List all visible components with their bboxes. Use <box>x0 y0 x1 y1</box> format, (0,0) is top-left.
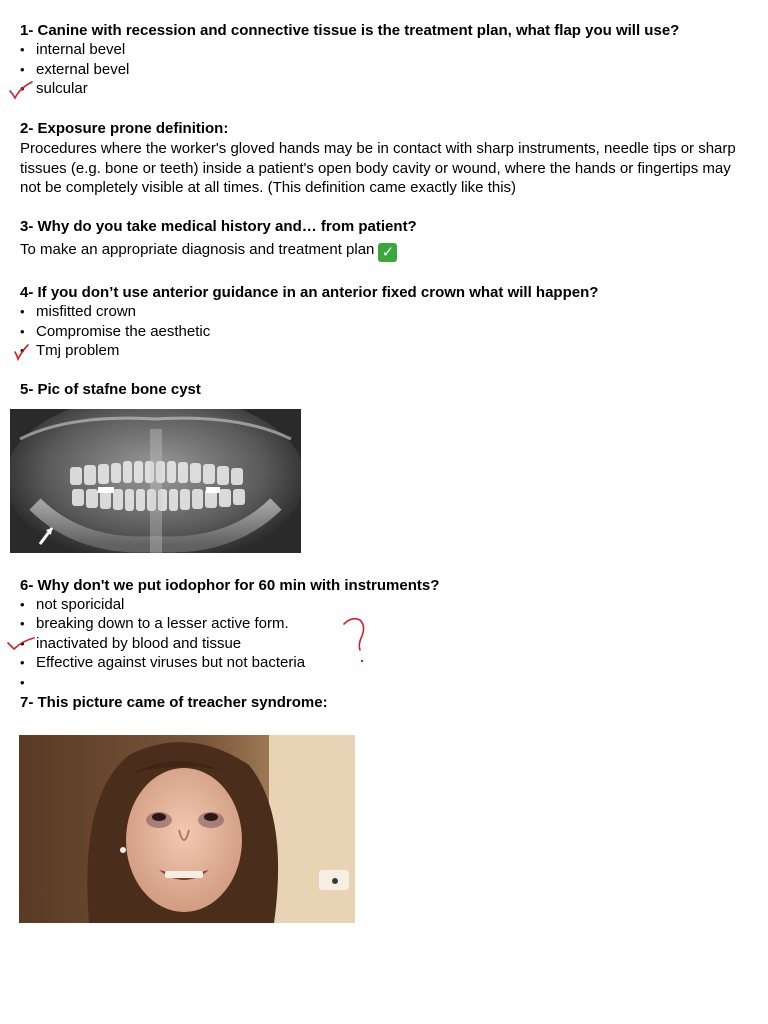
q6-option-1: • not sporicidal <box>20 596 125 613</box>
bullet-icon: • <box>20 343 25 358</box>
q6-option-2: • breaking down to a lesser active form. <box>20 615 289 632</box>
answer-2: Procedures where the worker's gloved hands may be in contact with sharp instruments, needle tips or sharp tissues (e.g. bone or teeth) inside a patient's open body cavity or wound, where the hands or fingertips may not be completely visible at all times. (This definition came exactly like this) <box>20 140 736 196</box>
q6-option-3: • inactivated by blood and tissue <box>20 635 242 652</box>
q4-option-1: • misfitted crown <box>20 303 137 320</box>
handwritten-check-icon <box>12 342 32 362</box>
panoramic-xray-image <box>10 409 301 553</box>
answer-3: To make an appropriate diagnosis and treatment plan ✓ <box>20 240 397 262</box>
q1-option-2: • external bevel <box>20 61 130 78</box>
bullet-icon: • <box>20 655 25 670</box>
question-1: 1- Canine with recession and connective tissue is the treatment plan, what flap you will use? <box>20 22 680 39</box>
q6-option-5 <box>20 673 36 692</box>
check-mark-button-icon: ✓ <box>378 243 397 262</box>
bullet-icon: • <box>20 62 25 77</box>
question-4: 4- If you don’t use anterior guidance in an anterior fixed crown what will happen? <box>20 284 599 301</box>
q6-option-4: • Effective against viruses but not bacteria <box>20 654 306 671</box>
question-6: 6- Why don't we put iodophor for 60 min with instruments? <box>20 577 440 594</box>
question-7: 7- This picture came of treacher syndrome: <box>20 694 328 711</box>
handwritten-check-icon <box>6 635 36 653</box>
q4-option-2: • Compromise the aesthetic <box>20 323 211 340</box>
q1-option-3: • sulcular <box>20 80 88 97</box>
bullet-icon: • <box>20 675 25 690</box>
handwritten-check-icon <box>8 80 34 102</box>
bullet-icon: • <box>20 636 25 651</box>
question-3: 3- Why do you take medical history and… from patient? <box>20 218 417 235</box>
q1-option-1: • internal bevel <box>20 41 126 58</box>
bullet-icon: • <box>20 81 25 96</box>
bullet-icon: • <box>20 304 25 319</box>
bullet-icon: • <box>20 616 25 631</box>
bullet-icon: • <box>20 597 25 612</box>
question-5: 5- Pic of stafne bone cyst <box>20 381 201 398</box>
patient-photo-image <box>19 735 355 923</box>
q4-option-3: • Tmj problem <box>20 342 120 359</box>
handwritten-question-mark-icon <box>338 614 370 666</box>
bullet-icon: • <box>20 324 25 339</box>
question-2: 2- Exposure prone definition: <box>20 120 229 137</box>
bullet-icon: • <box>20 42 25 57</box>
